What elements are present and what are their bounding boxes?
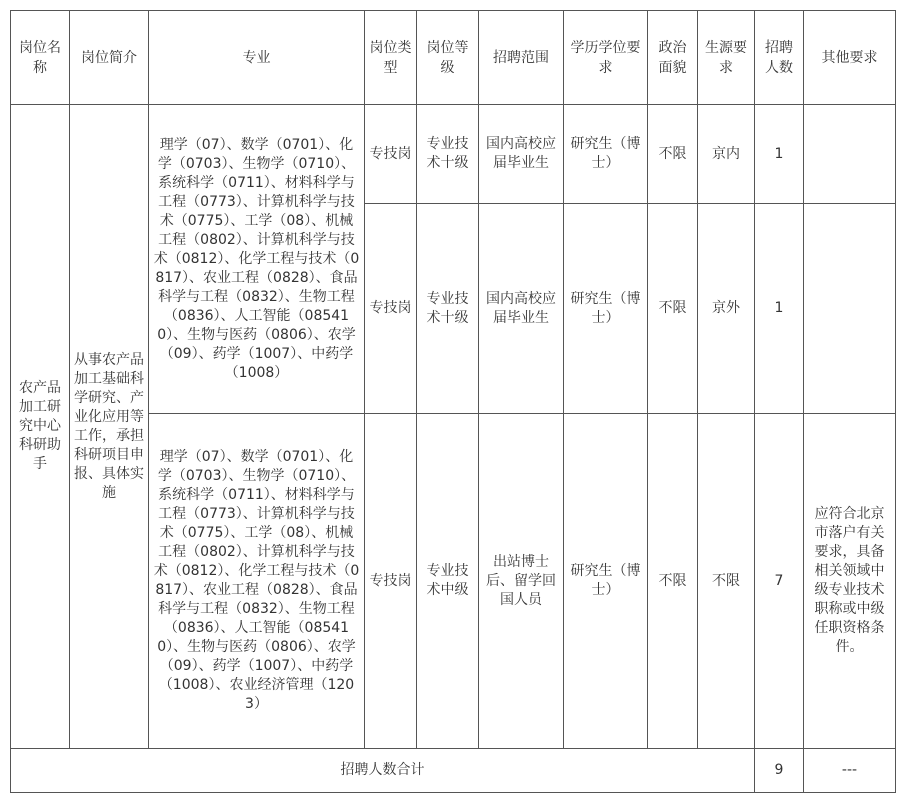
- count-cell: 1: [755, 105, 804, 204]
- origin-cell: 京内: [698, 105, 755, 204]
- major-cell: 理学（07）、数学（0701）、化学（0703）、生物学（0710）、系统科学（0711）、材料科学与工程（0773）、计算机科学与技术（0775）、工学（08）、机械工程（0802）、计算机科学与技术（0812）、化学工程与技术（0817）、农业工程（0828）、食品科学与工程（0832）、生物工程（0836）、人工智能（085410）、生物与医药（0806）、农学（09）、药学（1007）、中药学（1008）: [149, 105, 365, 414]
- header-count: 招聘人数: [755, 11, 804, 105]
- count-cell: 1: [755, 204, 804, 414]
- table-row: [11, 105, 896, 204]
- total-other: ---: [804, 749, 896, 793]
- other-cell: 应符合北京市落户有关要求，具备相关领域中级专业技术职称或中级任职资格条件。: [804, 414, 896, 749]
- education-cell: 研究生（博士）: [564, 414, 648, 749]
- total-row: [11, 749, 896, 793]
- political-cell: 不限: [648, 105, 698, 204]
- origin-cell: 不限: [698, 414, 755, 749]
- post-name-cell: 农产品加工研究中心科研助手: [11, 105, 70, 749]
- post-level-cell: 专业技术十级: [417, 105, 479, 204]
- header-political: 政治面貌: [648, 11, 698, 105]
- major-cell: 理学（07）、数学（0701）、化学（0703）、生物学（0710）、系统科学（0711）、材料科学与工程（0773）、计算机科学与技术（0775）、工学（08）、机械工程（0802）、计算机科学与技术（0812）、化学工程与技术（0817）、农业工程（0828）、食品科学与工程（0832）、生物工程（0836）、人工智能（085410）、生物与医药（0806）、农学（09）、药学（1007）、中药学（1008）、农业经济管理（1203）: [149, 414, 365, 749]
- header-post-type: 岗位类型: [365, 11, 417, 105]
- count-cell: 7: [755, 414, 804, 749]
- header-major: 专业: [149, 11, 365, 105]
- header-row: [11, 11, 896, 105]
- header-education: 学历学位要求: [564, 11, 648, 105]
- post-type-cell: 专技岗: [365, 204, 417, 414]
- education-cell: 研究生（博士）: [564, 204, 648, 414]
- political-cell: 不限: [648, 204, 698, 414]
- header-recruit-scope: 招聘范围: [479, 11, 564, 105]
- post-type-cell: 专技岗: [365, 414, 417, 749]
- header-other: 其他要求: [804, 11, 896, 105]
- post-level-cell: 专业技术中级: [417, 414, 479, 749]
- recruit-scope-cell: 出站博士后、留学回国人员: [479, 414, 564, 749]
- recruit-scope-cell: 国内高校应届毕业生: [479, 105, 564, 204]
- post-level-cell: 专业技术十级: [417, 204, 479, 414]
- post-type-cell: 专技岗: [365, 105, 417, 204]
- political-cell: 不限: [648, 414, 698, 749]
- other-cell: [804, 204, 896, 414]
- total-label: 招聘人数合计: [11, 749, 755, 793]
- header-origin: 生源要求: [698, 11, 755, 105]
- total-count: 9: [755, 749, 804, 793]
- post-intro-cell: 从事农产品加工基础科学研究、产业化应用等工作，承担科研项目申报、具体实施: [70, 105, 149, 749]
- education-cell: 研究生（博士）: [564, 105, 648, 204]
- origin-cell: 京外: [698, 204, 755, 414]
- recruitment-table: [10, 10, 896, 793]
- recruit-scope-cell: 国内高校应届毕业生: [479, 204, 564, 414]
- other-cell: [804, 105, 896, 204]
- header-post-level: 岗位等级: [417, 11, 479, 105]
- header-post-name: 岗位名称: [11, 11, 70, 105]
- header-post-intro: 岗位简介: [70, 11, 149, 105]
